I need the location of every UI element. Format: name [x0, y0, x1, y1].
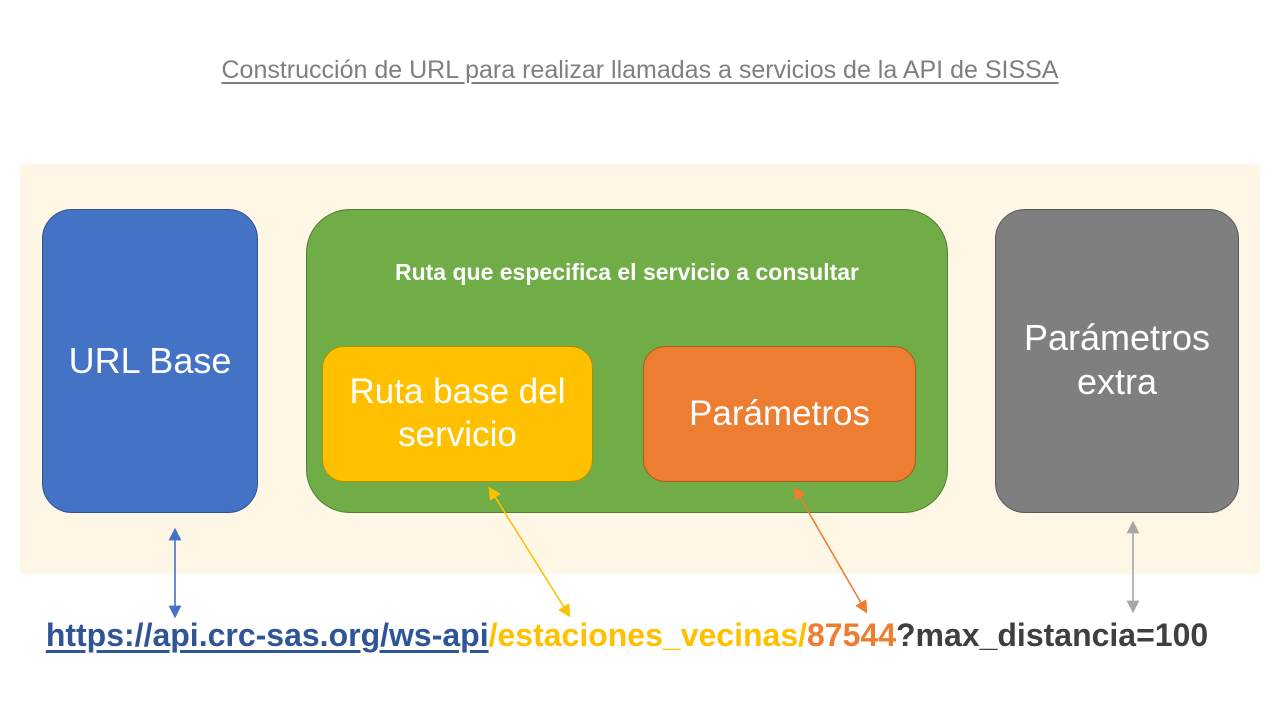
url-param-segment: 87544 [807, 617, 896, 653]
page-title: Construcción de URL para realizar llamadas a servicios de la API de SISSA [221, 56, 1059, 84]
route-base-arrow [492, 492, 567, 612]
parameters-arrow [797, 492, 864, 608]
route-base-label: Ruta base del servicio [349, 372, 566, 454]
url-extra-segment: ?max_distancia=100 [895, 617, 1209, 653]
example-url [0, 617, 1254, 654]
url-route-segment: /estaciones_vecinas/ [488, 617, 807, 653]
url-base-segment[interactable]: https://api.crc-sas.org/ws-api [45, 617, 489, 653]
parameters-label: Parámetros [689, 393, 870, 433]
service-route-title: Ruta que especifica el servicio a consultar [394, 259, 860, 285]
url-base-label: URL Base [68, 340, 232, 382]
extra-parameters-label: Parámetros extra [1023, 317, 1211, 402]
